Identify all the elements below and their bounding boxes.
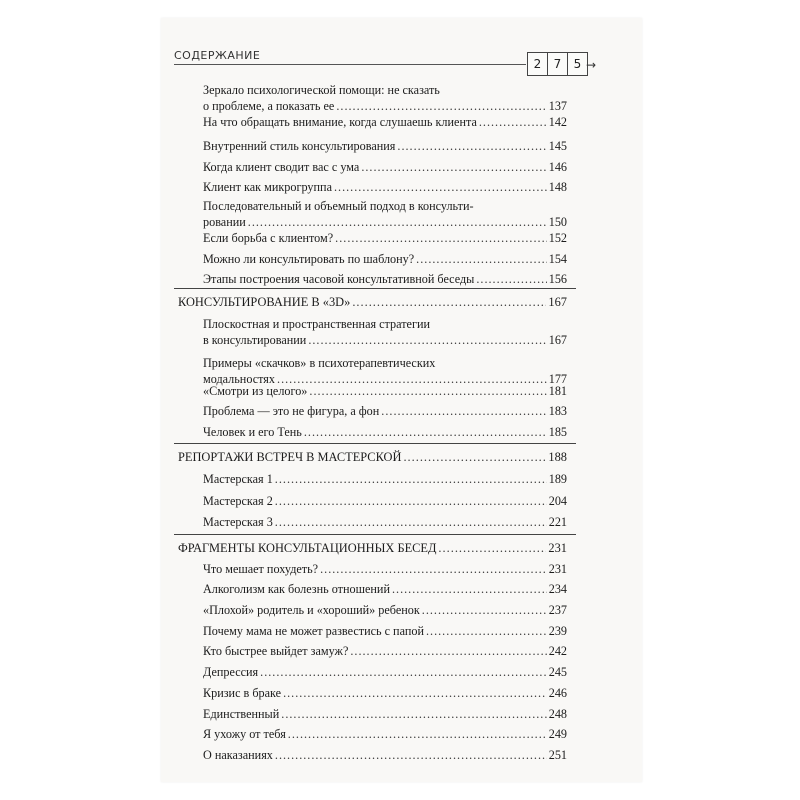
toc-entry-title: Мастерская 2 <box>203 494 273 508</box>
toc-entry-title: Этапы построения часовой консультативной беседы <box>203 272 475 286</box>
toc-entry-title: Я ухожу от тебя <box>203 727 286 741</box>
toc-section <box>178 449 567 465</box>
dot-leader <box>260 664 547 680</box>
toc-page-number: 167 <box>548 333 567 347</box>
section-divider <box>174 288 576 289</box>
toc-section <box>178 540 567 556</box>
dot-leader <box>334 179 547 195</box>
dot-leader <box>426 623 547 639</box>
dot-leader <box>309 383 546 399</box>
dot-leader <box>438 540 546 556</box>
dot-leader <box>304 424 547 440</box>
toc-entry <box>203 706 567 722</box>
toc-page-number: 156 <box>548 272 567 286</box>
toc-page-number: 234 <box>548 582 567 596</box>
dot-leader <box>275 471 547 487</box>
running-head: СОДЕРЖАНИЕ <box>174 49 261 62</box>
toc-entry <box>203 514 567 530</box>
toc-entry-title: Плоскостная и пространственная стратегии <box>203 317 430 331</box>
toc-page-number: 146 <box>548 160 567 174</box>
toc-page-number: 246 <box>548 686 567 700</box>
dot-leader <box>275 747 547 763</box>
toc-page-number: 242 <box>548 644 567 658</box>
toc-page-number: 185 <box>548 425 567 439</box>
toc-entry-title: Если борьба с клиентом? <box>203 231 334 245</box>
dot-leader <box>397 138 546 154</box>
toc-page-number: 188 <box>548 450 567 464</box>
toc-entry-title: КОНСУЛЬТИРОВАНИЕ В «3D» <box>178 295 351 309</box>
toc-page-number: 231 <box>548 562 567 576</box>
section-divider <box>174 534 576 535</box>
dot-leader <box>336 98 546 114</box>
toc-entry-title: Проблема — это не фигура, а фон <box>203 404 380 418</box>
toc-entry-title: Примеры «скачков» в психотерапевтических <box>203 356 436 370</box>
toc-entry <box>203 471 567 487</box>
dot-leader <box>350 643 546 659</box>
toc-page-number: 183 <box>548 404 567 418</box>
toc-page-number: 231 <box>548 541 567 555</box>
toc-entry <box>203 726 567 742</box>
dot-leader <box>361 159 546 175</box>
toc-entry-title: «Плохой» родитель и «хороший» ребенок <box>203 603 420 617</box>
toc-entry-title: Человек и его Тень <box>203 425 302 439</box>
dot-leader <box>283 685 547 701</box>
dot-leader <box>288 726 547 742</box>
toc-page-number: 137 <box>548 99 567 113</box>
toc-entry-title: О наказаниях <box>203 748 273 762</box>
toc-section <box>178 294 567 310</box>
toc-entry-title: Зеркало психологической помощи: не сказать <box>203 83 440 97</box>
toc-entry <box>203 424 567 440</box>
toc-entry-title: На что обращать внимание, когда слушаешь клиента <box>203 115 477 129</box>
toc-entry-title: модальностях <box>203 372 276 386</box>
dot-leader <box>476 271 546 287</box>
toc-page-number: 189 <box>548 472 567 486</box>
toc-entry-title: Депрессия <box>203 665 259 679</box>
toc-page-number: 148 <box>548 180 567 194</box>
toc-page-number: 142 <box>548 115 567 129</box>
toc-entry <box>203 179 567 195</box>
toc-page-number: 181 <box>548 384 567 398</box>
arrow-right-icon: → <box>586 58 597 72</box>
toc-entry-title: Кто быстрее выйдет замуж? <box>203 644 349 658</box>
toc-page-number: 154 <box>548 252 567 266</box>
toc-entry <box>203 623 567 639</box>
toc-entry <box>203 316 567 348</box>
toc-entry <box>203 114 567 130</box>
dot-leader <box>281 706 546 722</box>
toc-entry <box>203 251 567 267</box>
dot-leader <box>479 114 547 130</box>
toc-entry <box>203 230 567 246</box>
toc-page-number: 167 <box>548 295 567 309</box>
toc-page-number: 152 <box>548 231 567 245</box>
toc-entry <box>203 602 567 618</box>
toc-entry-title: ФРАГМЕНТЫ КОНСУЛЬТАЦИОННЫХ БЕСЕД <box>178 541 437 555</box>
dot-leader <box>275 493 547 509</box>
dot-leader <box>320 561 547 577</box>
dot-leader <box>335 230 547 246</box>
page-number-digit: 5 <box>567 52 588 76</box>
toc-page-number: 248 <box>548 707 567 721</box>
toc-page-number: 249 <box>548 727 567 741</box>
toc-page-number: 245 <box>548 665 567 679</box>
toc-entry-title: Что мешает похудеть? <box>203 562 319 576</box>
toc-entry <box>203 159 567 175</box>
dot-leader <box>403 449 546 465</box>
toc-entry-title: «Смотри из целого» <box>203 384 308 398</box>
dot-leader <box>275 514 547 530</box>
page-number-digit: 2 <box>527 52 548 76</box>
toc-entry <box>203 664 567 680</box>
toc-entry <box>203 138 567 154</box>
toc-entry <box>203 685 567 701</box>
toc-page-number: 221 <box>548 515 567 529</box>
toc-entry <box>203 403 567 419</box>
toc-entry-title: Алкоголизм как болезнь отношений <box>203 582 390 596</box>
toc-entry <box>203 747 567 763</box>
toc-entry-title: Мастерская 3 <box>203 515 273 529</box>
toc-entry <box>203 82 567 114</box>
toc-entry-title: Можно ли консультировать по шаблону? <box>203 252 415 266</box>
toc-entry-title: Когда клиент сводит вас с ума <box>203 160 360 174</box>
dot-leader <box>416 251 547 267</box>
toc-page-number: 177 <box>548 372 567 386</box>
dot-leader <box>392 581 547 597</box>
header-rule <box>174 64 526 65</box>
dot-leader <box>352 294 546 310</box>
page-number <box>527 52 587 76</box>
toc-entry <box>203 581 567 597</box>
toc-page-number: 239 <box>548 624 567 638</box>
toc-entry-title: РЕПОРТАЖИ ВСТРЕЧ В МАСТЕРСКОЙ <box>178 450 402 464</box>
toc-entry <box>203 383 567 399</box>
toc-entry <box>203 198 567 230</box>
toc-page-number: 251 <box>548 748 567 762</box>
toc-entry-title: Мастерская 1 <box>203 472 273 486</box>
toc-entry-title: в консультировании <box>203 333 307 347</box>
toc-page-number: 237 <box>548 603 567 617</box>
section-divider <box>174 443 576 444</box>
toc-entry-title: Клиент как микрогруппа <box>203 180 332 194</box>
toc-entry-title: Почему мама не может развестись с папой <box>203 624 424 638</box>
toc-entry-title: Последовательный и объемный подход в консульти- <box>203 199 474 213</box>
toc-page-number: 204 <box>548 494 567 508</box>
page-number-digit: 7 <box>547 52 568 76</box>
toc-entry-title: Внутренний стиль консультирования <box>203 139 396 153</box>
toc-entry-title: Кризис в браке <box>203 686 282 700</box>
toc-entry <box>203 493 567 509</box>
toc-entry <box>203 561 567 577</box>
toc-entry-title: о проблеме, а показать ее <box>203 99 335 113</box>
toc-page-number: 145 <box>548 139 567 153</box>
toc-page-number: 150 <box>548 215 567 229</box>
dot-leader <box>422 602 547 618</box>
toc-entry <box>203 643 567 659</box>
toc-entry-title: Единственный <box>203 707 280 721</box>
dot-leader <box>381 403 546 419</box>
toc-entry-title: ровании <box>203 215 246 229</box>
dot-leader <box>308 332 546 348</box>
toc-entry <box>203 271 567 287</box>
dot-leader <box>248 214 547 230</box>
